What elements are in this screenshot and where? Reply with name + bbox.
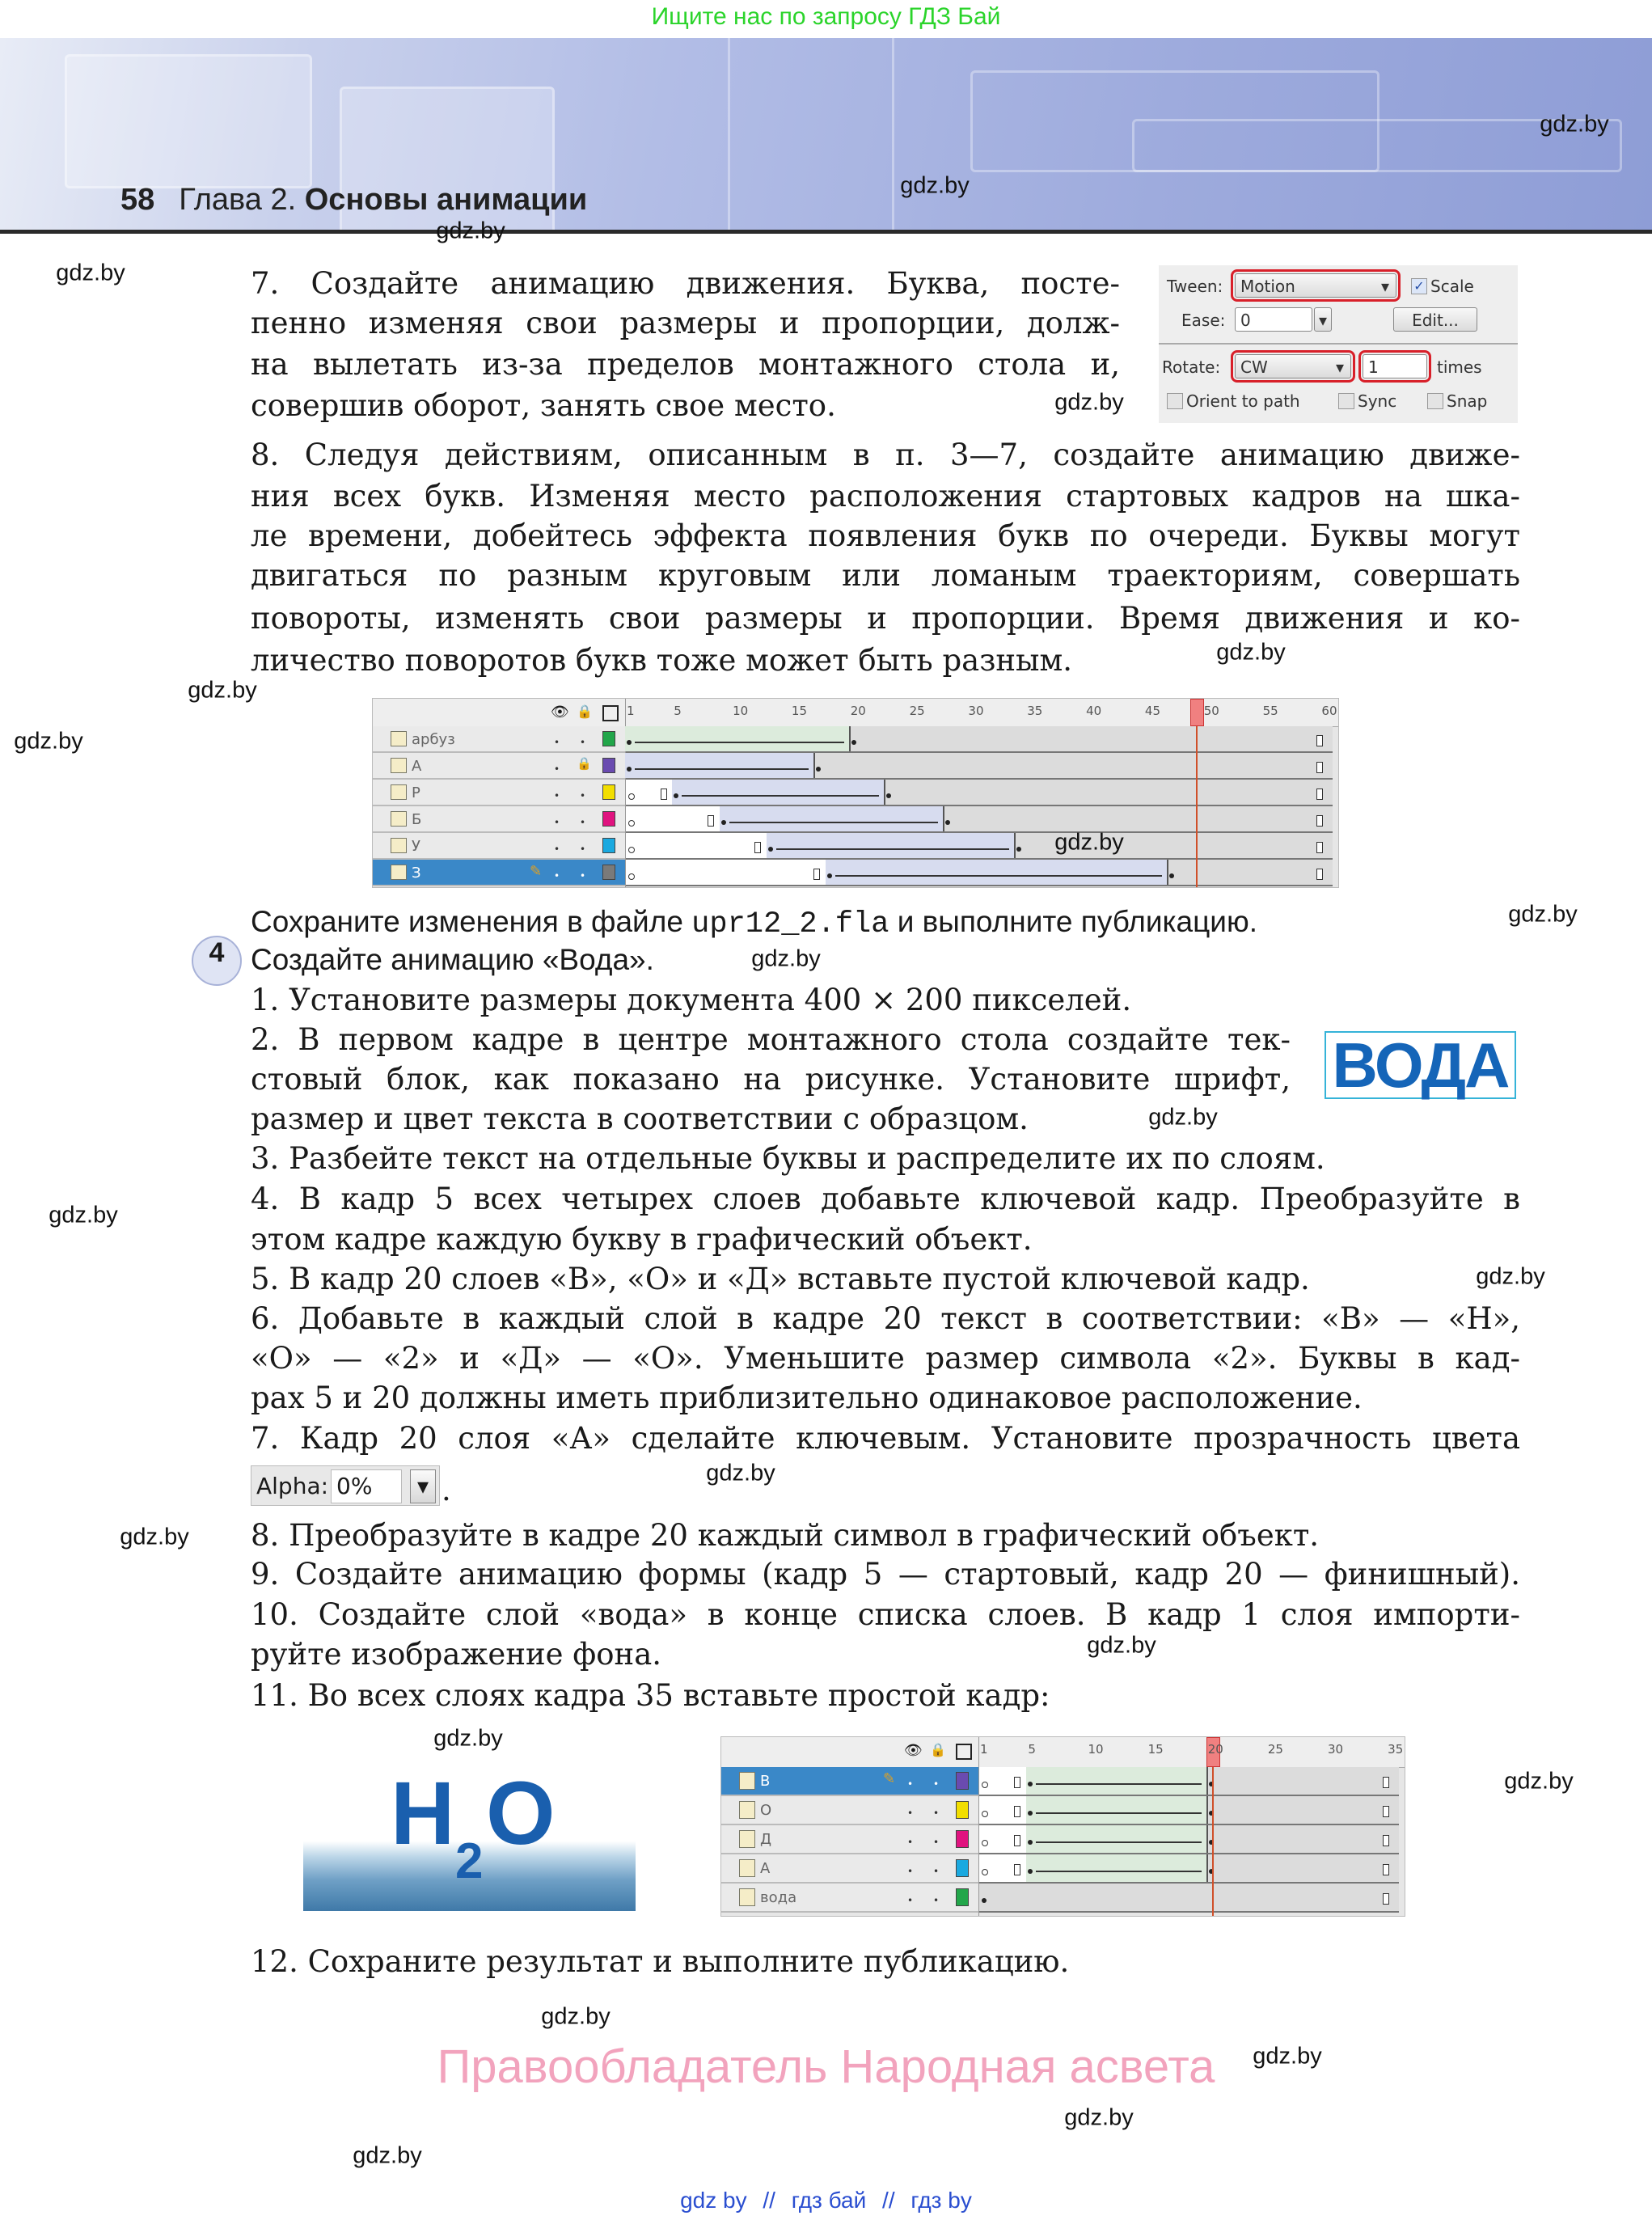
watermark: gdz.by (433, 1725, 503, 1752)
blank-keyframe[interactable] (1014, 1835, 1020, 1846)
file-name: upr12_2.fla (691, 907, 889, 941)
layer-name: У (412, 837, 420, 855)
h2o-subscript: 2 (455, 1833, 484, 1889)
tween-arrow (682, 795, 879, 797)
lock-dot[interactable]: • (933, 1808, 940, 1819)
watermark: gdz.by (56, 260, 125, 286)
end-frame[interactable] (1316, 815, 1323, 827)
visibility-dot[interactable]: • (907, 1837, 914, 1848)
page-number: 58 (120, 183, 155, 217)
watermark: gdz.by (1476, 1263, 1545, 1290)
layer-color-swatch (956, 1830, 969, 1848)
tween-arrow (776, 848, 1009, 850)
layer-name: арбуз (412, 730, 455, 748)
frame-tick-label: 50 (1203, 704, 1219, 718)
keyframe[interactable] (627, 767, 632, 772)
orient-to-path-checkbox[interactable] (1167, 393, 1183, 409)
layer-name: В (760, 1773, 771, 1790)
watermark: gdz.by (706, 1460, 775, 1486)
ease-dropdown-button[interactable]: ▾ (1314, 307, 1332, 332)
ease-input[interactable]: 0 (1235, 307, 1312, 332)
keyframe[interactable] (982, 1782, 988, 1788)
times-label: times (1437, 357, 1482, 377)
step-line: стовый блок, как показано на рисунке. Установите шрифт, (251, 1062, 1291, 1097)
frame-tick-label: 10 (1088, 1742, 1104, 1757)
layer-row[interactable] (373, 726, 625, 753)
visibility-dot[interactable]: • (554, 736, 560, 748)
item8-line: ле времени, добейтесь эффекта появления букв по очереди. Буквы могут (251, 518, 1520, 553)
layer-name: А (760, 1860, 771, 1877)
lock-icon[interactable]: 🔒 (577, 756, 592, 771)
visibility-dot[interactable]: • (554, 789, 560, 801)
step-line: руйте изображение фона. (251, 1637, 662, 1672)
step-line: 9. Создайте анимацию формы (кадр 5 — стартовый, кадр 20 — финишный). (251, 1557, 1520, 1592)
keyframe[interactable] (628, 873, 635, 880)
voda-text-sample: ВОДА (1325, 1031, 1516, 1099)
watermark: gdz.by (188, 677, 257, 704)
frame-tick-label: 55 (1262, 704, 1278, 718)
keyframe[interactable] (628, 820, 635, 827)
keyframe[interactable] (1016, 847, 1021, 852)
item8-line: повороты, изменять свои размеры и пропорции. Время движения и ко- (251, 601, 1520, 636)
step-line: 4. В кадр 5 всех четырех слоев добавьте ключевой кадр. Преобразуйте в (251, 1182, 1520, 1216)
frame-tick-label: 30 (968, 704, 984, 718)
layer-color-swatch (956, 1801, 969, 1819)
motion-tween-span[interactable] (720, 806, 945, 831)
alpha-field (251, 1465, 440, 1506)
step-line: 11. Во всех слоях кадра 35 вставьте простой кадр: (251, 1678, 1050, 1713)
watermark: gdz.by (900, 172, 970, 199)
layer-color-swatch (956, 1772, 969, 1790)
watermark: gdz.by (14, 728, 83, 755)
layer-name: З (412, 864, 421, 882)
lock-dot[interactable]: • (933, 1895, 940, 1906)
tween-arrow (835, 875, 1162, 877)
eye-icon[interactable]: 👁 (551, 704, 569, 721)
layer-icon (739, 1801, 755, 1819)
end-frame[interactable] (1383, 1777, 1389, 1788)
playhead-line (1196, 726, 1198, 887)
item7-line: совершив оборот, занять свое место. (251, 388, 836, 423)
alpha-label: Alpha: (256, 1473, 329, 1499)
separator: // (763, 2188, 775, 2213)
end-frame[interactable] (1316, 735, 1323, 746)
layer-icon (739, 1888, 755, 1906)
chevron-down-icon: ▾ (1380, 277, 1389, 296)
blank-keyframe[interactable] (1014, 1864, 1020, 1875)
tween-properties-panel (1159, 265, 1518, 423)
step-line: 2. В первом кадре в центре монтажного стола создайте тек- (251, 1022, 1291, 1057)
lock-dot[interactable]: • (933, 1837, 940, 1848)
snap-checkbox[interactable] (1427, 393, 1443, 409)
frame-tick-label: 25 (909, 704, 925, 718)
layer-name: Р (412, 784, 420, 801)
lock-icon[interactable]: 🔒 (577, 704, 593, 719)
scale-checkbox[interactable]: ✓ (1411, 278, 1427, 294)
step-line: этом кадре каждую букву в графический объект. (251, 1222, 1033, 1257)
save-text: Сохраните изменения в файле (251, 905, 692, 938)
lock-dot[interactable]: • (933, 1778, 940, 1790)
step-line: 8. Преобразуйте в кадре 20 каждый символ в графический объект. (251, 1518, 1320, 1553)
layer-color-swatch (602, 811, 615, 827)
layer-color-swatch (956, 1888, 969, 1906)
tween-label: Tween: (1167, 277, 1223, 296)
keyframe[interactable] (627, 740, 632, 745)
divider (1159, 343, 1518, 345)
layer-color-swatch (956, 1859, 969, 1877)
item8-line: 8. Следуя действиям, описанным в п. 3—7, создайте анимацию движе- (251, 438, 1520, 472)
tween-arrow (1036, 1783, 1201, 1785)
keyframe[interactable] (628, 793, 635, 800)
layer-color-swatch (602, 784, 615, 800)
tween-arrow (635, 768, 809, 770)
end-frame[interactable] (1383, 1864, 1389, 1875)
chapter-label: Глава 2. (179, 183, 297, 217)
watermark: gdz.by (1087, 1632, 1156, 1659)
motion-tween-span[interactable] (826, 860, 1168, 885)
tween-arrow (1036, 1841, 1201, 1843)
watermark: gdz.by (1540, 111, 1609, 137)
keyframe[interactable] (721, 820, 726, 825)
chapter-heading (120, 183, 587, 218)
empty-frames (626, 833, 767, 858)
item7-line: 7. Создайте анимацию движения. Буква, посте- (251, 266, 1120, 301)
h2o-o: O (486, 1764, 556, 1863)
watermark: gdz.by (751, 945, 821, 972)
h2o-h: H (391, 1764, 455, 1863)
keyframe[interactable] (982, 1840, 988, 1846)
timeline-panel-1 (372, 698, 1339, 888)
outline-icon[interactable] (956, 1744, 972, 1760)
rotate-label: Rotate: (1162, 357, 1221, 377)
frame-tick-label: 1 (980, 1742, 988, 1757)
visibility-dot[interactable]: • (554, 869, 560, 882)
layer-icon (739, 1859, 755, 1877)
layer-icon (739, 1772, 755, 1790)
step-line: 5. В кадр 20 слоев «В», «О» и «Д» вставьте пустой ключевой кадр. (251, 1262, 1310, 1296)
tween-arrow (729, 822, 939, 823)
watermark: gdz.by (353, 2142, 422, 2169)
motion-tween-span[interactable] (672, 780, 885, 805)
visibility-dot[interactable]: • (554, 843, 560, 855)
blank-keyframe[interactable] (1014, 1777, 1020, 1788)
lock-dot[interactable]: • (933, 1866, 940, 1877)
layer-icon (391, 811, 407, 827)
item7-line: на вылетать из-за пределов монтажного стола и, (251, 347, 1120, 382)
layer-row[interactable] (373, 806, 625, 833)
frame-tick-label: 60 (1321, 704, 1337, 718)
watermark: gdz.by (1504, 1768, 1574, 1795)
ease-label: Ease: (1181, 311, 1226, 330)
layer-row[interactable] (373, 780, 625, 806)
step-line: 6. Добавьте в каждый слой в кадре 20 текст в соответствии: «В» — «Н», (251, 1301, 1520, 1336)
frame-tick-label: 35 (1027, 704, 1043, 718)
layer-icon (391, 784, 407, 800)
save-instruction (251, 902, 1257, 945)
tween-select[interactable] (1235, 273, 1396, 298)
lock-dot[interactable]: • (580, 869, 586, 882)
h2o-background-image (303, 1756, 636, 1911)
pencil-icon: ✎ (883, 1770, 896, 1787)
keyframe[interactable] (628, 847, 635, 853)
frame-tick-label: 20 (850, 704, 866, 718)
blank-keyframe[interactable] (1014, 1806, 1020, 1817)
alpha-input[interactable]: 0% (331, 1469, 402, 1503)
lock-icon[interactable]: 🔒 (930, 1742, 946, 1757)
watermark: gdz.by (1216, 639, 1286, 666)
layer-color-swatch (602, 865, 615, 880)
scale-label: Scale (1430, 277, 1474, 296)
frame-tick-label: 1 (627, 704, 635, 718)
motion-tween-span[interactable] (625, 753, 815, 778)
motion-tween-span[interactable] (767, 833, 1016, 858)
keyframe[interactable] (851, 740, 856, 745)
watermark: gdz.by (541, 2003, 611, 2030)
keyframe[interactable] (827, 873, 832, 878)
edit-button[interactable]: Edit... (1393, 307, 1477, 332)
item8-line: ния всех букв. Изменяя место расположения стартовых кадров на шка- (251, 479, 1520, 514)
lock-dot[interactable]: • (580, 789, 586, 801)
frame-tick-label: 5 (674, 704, 682, 718)
keyframe[interactable] (982, 1869, 988, 1875)
search-hint: Ищите нас по запросу ГДЗ Бай (651, 3, 1001, 30)
keyframe[interactable] (945, 820, 950, 825)
watermark: gdz.by (49, 1202, 118, 1228)
timeline-panel-2 (720, 1736, 1405, 1917)
layer-icon (391, 838, 407, 853)
frame-tick-label: 25 (1267, 1742, 1283, 1757)
chevron-down-icon: ▾ (1335, 357, 1344, 377)
layer-row[interactable] (373, 860, 625, 886)
link-gdz-bai[interactable]: гдз бай (791, 2188, 867, 2213)
keyframe[interactable] (674, 793, 678, 798)
frame-tick-label: 45 (1144, 704, 1161, 718)
save-text: и выполните публикацию. (889, 905, 1257, 938)
motion-tween-span[interactable] (1026, 1767, 1207, 1795)
layer-color-swatch (602, 838, 615, 853)
step-line: 7. Кадр 20 слоя «А» сделайте ключевым. Установите прозрачность цвета (251, 1421, 1520, 1456)
link-gdz-by[interactable]: gdz by (680, 2188, 747, 2213)
end-frame[interactable] (1316, 762, 1323, 773)
watermark: gdz.by (1054, 389, 1124, 416)
layer-row[interactable] (373, 833, 625, 860)
keyframe[interactable] (816, 767, 821, 772)
keyframe[interactable] (982, 1898, 987, 1903)
keyframe[interactable] (768, 847, 773, 852)
visibility-dot[interactable]: • (907, 1895, 914, 1906)
period: . (442, 1473, 451, 1507)
playhead-line (1212, 1767, 1214, 1916)
frame-tick-label: 10 (733, 704, 749, 718)
visibility-dot[interactable]: • (907, 1808, 914, 1819)
lock-dot[interactable]: • (580, 843, 586, 855)
layer-icon (391, 731, 407, 746)
frame-row[interactable] (979, 1884, 1399, 1913)
timeline-header (721, 1737, 1405, 1768)
visibility-dot[interactable]: • (554, 763, 560, 775)
frame-tick-label: 15 (791, 704, 808, 718)
layer-name: О (760, 1802, 772, 1819)
keyframe[interactable] (982, 1811, 988, 1817)
frame-tick-label: 30 (1328, 1742, 1344, 1757)
layer-name: вода (760, 1889, 797, 1906)
rotate-select[interactable] (1235, 354, 1351, 378)
motion-tween-span[interactable] (625, 726, 851, 751)
blank-keyframe[interactable] (813, 869, 820, 880)
copyright-notice: Правообладатель Народная асвета (437, 2040, 1215, 2093)
step-line: 1. Установите размеры документа 400 × 200 пикселей. (251, 983, 1132, 1017)
frame-tick-label: 5 (1028, 1742, 1036, 1757)
layer-icon (391, 865, 407, 880)
empty-frames (626, 860, 826, 885)
empty-frames (626, 806, 720, 831)
blank-keyframe[interactable] (661, 789, 667, 800)
visibility-dot[interactable]: • (907, 1866, 914, 1877)
watermark: gdz.by (1054, 829, 1124, 856)
snap-label: Snap (1447, 391, 1488, 411)
task-title: Создайте анимацию «Вода». (251, 943, 654, 976)
playhead[interactable] (1190, 699, 1204, 726)
tween-arrow (635, 742, 844, 743)
frame-tick-label: 20 (1207, 1742, 1223, 1757)
keyframe[interactable] (1169, 873, 1174, 878)
end-frame[interactable] (1383, 1893, 1389, 1905)
frame-tick-label: 40 (1086, 704, 1102, 718)
step-line: «О» — «2» и «Д» — «О». Уменьшите размер символа «2». Буквы в кад- (251, 1341, 1520, 1376)
rotate-value: CW (1240, 357, 1268, 377)
tween-arrow (1036, 1871, 1201, 1872)
sync-checkbox[interactable] (1338, 393, 1354, 409)
separator: // (882, 2188, 895, 2213)
layer-name: А (412, 757, 422, 775)
blank-keyframe[interactable] (754, 842, 761, 853)
orient-label: Orient to path (1186, 391, 1300, 411)
watermark: gdz.by (1508, 901, 1578, 928)
watermark: gdz.by (120, 1524, 189, 1550)
chapter-title: Основы анимации (304, 183, 588, 217)
item8-line: личество поворотов букв тоже может быть разным. (251, 643, 1073, 678)
motion-tween-span[interactable] (1026, 1854, 1207, 1882)
step-line: 12. Сохраните результат и выполните публикацию. (251, 1944, 1070, 1979)
bottom-links (0, 2188, 1652, 2213)
item7-line: пенно изменяя свои размеры и пропорции, долж- (251, 306, 1120, 340)
outline-icon[interactable] (602, 705, 619, 721)
end-frame[interactable] (1316, 842, 1323, 853)
watermark: gdz.by (1064, 2104, 1134, 2131)
blank-keyframe[interactable] (708, 815, 714, 827)
step-line: рах 5 и 20 должны иметь приблизительно одинаковое расположение. (251, 1380, 1363, 1415)
pencil-icon: ✎ (530, 863, 543, 880)
task-number-badge: 4 (192, 936, 242, 986)
end-frame[interactable] (1316, 789, 1323, 800)
rotate-times-input[interactable]: 1 (1363, 354, 1427, 378)
watermark: gdz.by (1148, 1104, 1218, 1131)
lock-dot[interactable]: • (580, 816, 586, 828)
step-line: 10. Создайте слой «вода» в конце списка слоев. В кадр 1 слоя импорти- (251, 1597, 1520, 1632)
layer-color-swatch (602, 758, 615, 773)
item8-line: двигаться по разным круговым или ломаным траекториям, совершать (251, 558, 1520, 593)
step-line: 3. Разбейте текст на отдельные буквы и распределите их по слоям. (251, 1141, 1325, 1176)
layer-color-swatch (602, 731, 615, 746)
layer-icon (391, 758, 407, 773)
tween-value: Motion (1240, 277, 1295, 296)
chevron-down-icon[interactable]: ▾ (410, 1469, 436, 1503)
end-frame[interactable] (1383, 1835, 1389, 1846)
end-frame[interactable] (1383, 1806, 1389, 1817)
visibility-dot[interactable]: • (554, 816, 560, 828)
lock-dot[interactable]: • (580, 736, 586, 748)
end-frame[interactable] (1316, 869, 1323, 880)
layer-icon (739, 1830, 755, 1848)
visibility-dot[interactable]: • (907, 1778, 914, 1790)
link-gdz-by-2[interactable]: гдз by (911, 2188, 972, 2213)
sync-label: Sync (1358, 391, 1397, 411)
eye-icon[interactable]: 👁 (904, 1742, 923, 1759)
motion-tween-span[interactable] (1026, 1796, 1207, 1824)
layer-name: Б (412, 810, 422, 828)
watermark: gdz.by (1253, 2043, 1322, 2070)
motion-tween-span[interactable] (1026, 1825, 1207, 1853)
frame-tick-label: 15 (1147, 1742, 1164, 1757)
watermark: gdz.by (436, 218, 505, 244)
tween-arrow (1036, 1812, 1201, 1814)
layer-name: Д (760, 1831, 772, 1848)
step-line: размер и цвет текста в соответствии с образцом. (251, 1101, 1029, 1136)
frame-tick-label: 35 (1388, 1742, 1404, 1757)
